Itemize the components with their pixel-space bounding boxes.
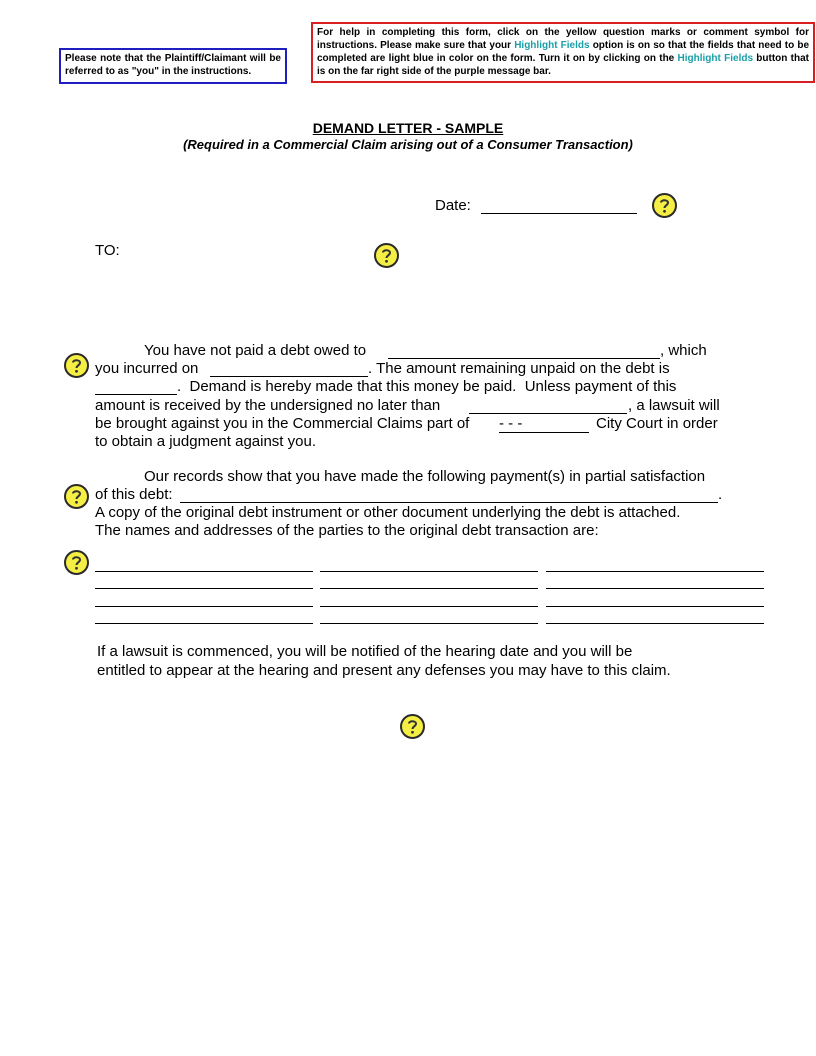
page-title <box>0 120 816 136</box>
p2-line2-text: of this debt: <box>95 486 173 503</box>
page-subtitle: (Required in a Commercial Claim arising out of a Consumer Transaction) <box>183 137 633 152</box>
amount-unpaid-field[interactable] <box>95 394 177 395</box>
help-question-icon[interactable] <box>374 243 399 268</box>
court-select[interactable]: - - - <box>499 415 589 433</box>
plaintiff-note <box>59 48 287 84</box>
party2-field-line1[interactable] <box>320 571 538 572</box>
date-label: Date: <box>435 197 471 214</box>
p1-line1-end: , which <box>660 342 707 359</box>
help-question-icon[interactable] <box>64 353 89 378</box>
p1-line3-text: . Demand is hereby made that this money be paid. Unless payment of this <box>177 378 677 395</box>
party3-field-line4[interactable] <box>546 623 764 624</box>
party1-field-line1[interactable] <box>95 571 313 572</box>
help-note-text: button that is on the far right side of the purple message bar. <box>317 53 810 77</box>
highlight-fields-link: Highlight Fields <box>514 40 590 51</box>
party3-field-line3[interactable] <box>546 606 764 607</box>
p1-line4-end: , a lawsuit will <box>628 397 720 414</box>
p2-line4-text: The names and addresses of the parties to the original debt transaction are: <box>95 522 599 539</box>
debt-date-field[interactable] <box>210 376 368 377</box>
help-note-text: For help in completing this form, click on the yellow question marks or comment symbol for instructions. Please make sure that your <box>317 27 809 51</box>
help-question-icon[interactable] <box>64 550 89 575</box>
date-field[interactable] <box>481 213 637 214</box>
page-title-text: DEMAND LETTER - SAMPLE <box>312 120 504 136</box>
help-instructions-note <box>311 22 815 83</box>
party1-field-line4[interactable] <box>95 623 313 624</box>
payment-deadline-field[interactable] <box>469 413 627 414</box>
help-question-icon[interactable] <box>64 484 89 509</box>
highlight-fields-link: Highlight Fields <box>677 53 754 64</box>
payments-field[interactable] <box>180 502 718 503</box>
p2-line1-text: Our records show that you have made the following payment(s) in partial satisfaction <box>144 468 706 485</box>
help-question-icon[interactable] <box>652 193 677 218</box>
p3-line1-text: If a lawsuit is commenced, you will be notified of the hearing date and you will be <box>97 643 633 660</box>
p3-line2-text: entitled to appear at the hearing and present any defenses you may have to this claim. <box>97 662 671 679</box>
p1-line4-text: amount is received by the undersigned no later than <box>95 397 441 414</box>
party3-field-line2[interactable] <box>546 588 764 589</box>
party3-field-line1[interactable] <box>546 571 764 572</box>
p2-line3-text: A copy of the original debt instrument or other document underlying the debt is attached. <box>95 504 681 521</box>
to-label: TO: <box>95 242 120 259</box>
party2-field-line3[interactable] <box>320 606 538 607</box>
party1-field-line3[interactable] <box>95 606 313 607</box>
help-question-icon[interactable] <box>400 714 425 739</box>
p1-line5-text: be brought against you in the Commercial Claims part of <box>95 415 470 432</box>
p1-line2-end: . The amount remaining unpaid on the debt is <box>368 360 670 377</box>
p1-line6-text: to obtain a judgment against you. <box>95 433 316 450</box>
p2-line2-period: . <box>718 486 723 503</box>
party1-field-line2[interactable] <box>95 588 313 589</box>
p1-line2-text: you incurred on <box>95 360 199 377</box>
creditor-name-field[interactable] <box>388 358 660 359</box>
help-note-text: option is on so that the fields that need to be completed are light blue in color on the form. Turn it on by clicking on the <box>317 40 810 64</box>
p1-line1-text: You have not paid a debt owed to <box>144 342 367 359</box>
p1-line5-end: City Court in order <box>596 415 718 432</box>
party2-field-line2[interactable] <box>320 588 538 589</box>
party2-field-line4[interactable] <box>320 623 538 624</box>
plaintiff-note-text: Please note that the Plaintiff/Claimant will be referred to as "you" in the instructions. <box>65 53 281 77</box>
